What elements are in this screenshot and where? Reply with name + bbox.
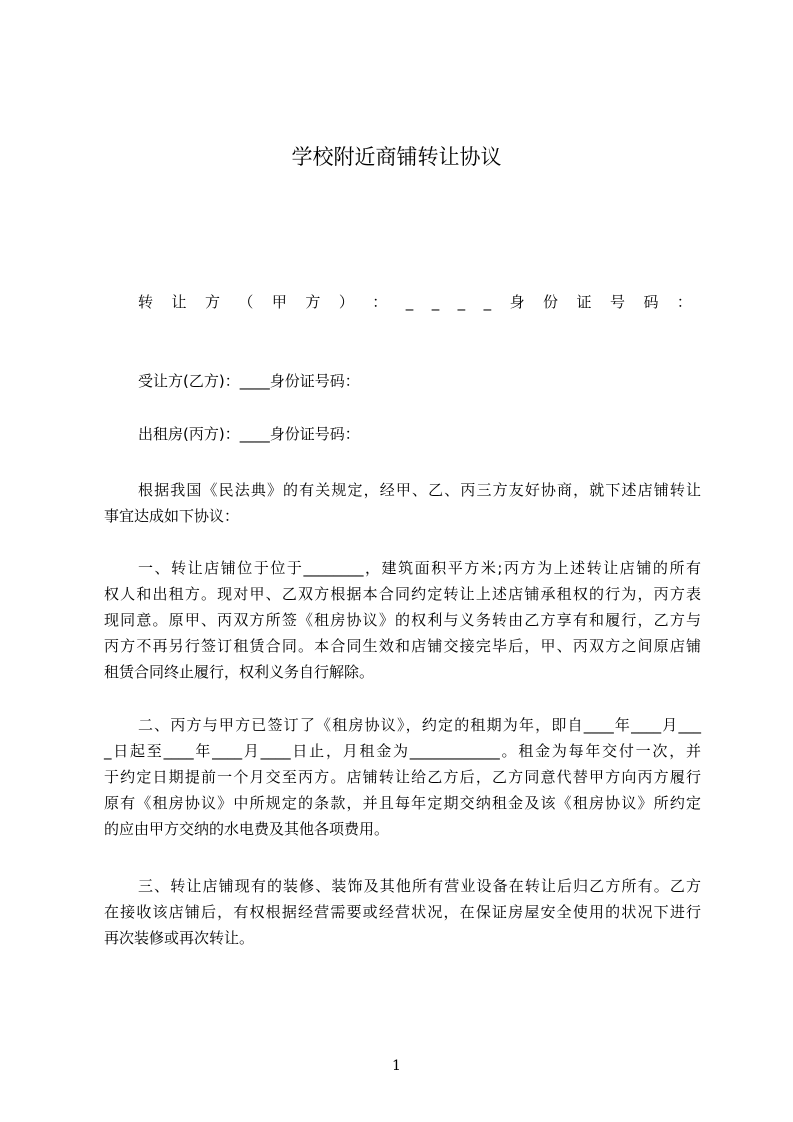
party-a-char: 证 xyxy=(576,293,592,311)
paragraph-line: 根据我国《民法典》的有关规定，经甲、乙、丙三方友好协商，就下述店铺转让 xyxy=(138,481,701,499)
paragraph-line: 在接收该店铺后，有权根据经营需要或经营状况，在保证房屋安全使用的状况下进行 xyxy=(104,903,701,921)
party-a-char: ： xyxy=(372,293,388,311)
paragraph-line: 权人和出租方。现对甲、乙双方根据本合同约定转让上述店铺承租权的行为，丙方表 xyxy=(104,585,701,603)
paragraph-line: 租赁合同终止履行，权利义务自行解除。 xyxy=(104,663,375,681)
party-a-char: 份 xyxy=(543,293,559,311)
party-a-line xyxy=(138,292,692,312)
clause-2-paragraph xyxy=(104,712,701,842)
party-a-char: 方 xyxy=(305,293,321,311)
party-a-char: 码 xyxy=(643,293,659,311)
party-a-char: 甲 xyxy=(271,293,287,311)
clause-1-paragraph xyxy=(104,555,701,685)
party-a-char: ： xyxy=(676,293,692,311)
party-a-char: _ xyxy=(431,293,440,311)
party-a-char: _ xyxy=(483,293,492,311)
page-number: 1 xyxy=(392,1058,401,1074)
paragraph-line: 丙方不再另行签订租赁合同。本合同生效和店铺交接完毕后，甲、丙双方之间原店铺 xyxy=(104,637,701,655)
paragraph-line: 一、转让店铺位于位于________，建筑面积平方米;丙方为上述转让店铺的所有 xyxy=(138,559,701,577)
party-b-line: 受让方(乙方)：____身份证号码： xyxy=(138,372,360,390)
intro-paragraph xyxy=(104,477,701,529)
paragraph-line: 的应由甲方交纳的水电费及其他各项费用。 xyxy=(104,820,390,838)
party-a-char: ） xyxy=(338,293,354,311)
party-a-char: 让 xyxy=(171,293,187,311)
party-a-char: _ xyxy=(457,293,466,311)
party-a-char: 方 xyxy=(204,293,220,311)
party-c-line: 出租房(丙方)：____身份证号码： xyxy=(138,425,360,443)
paragraph-line: 再次装修或再次转让。 xyxy=(104,929,255,947)
party-a-char: 转 xyxy=(138,293,154,311)
paragraph-line: _日起至____年____月____日止，月租金为____________。租金为每年交付一次，并 xyxy=(104,742,701,760)
party-a-char: 身 xyxy=(509,293,525,311)
paragraph-line: 于约定日期提前一个月交至丙方。店铺转让给乙方后，乙方同意代替甲方向丙方履行 xyxy=(104,768,701,786)
clause-3-paragraph xyxy=(104,873,701,951)
party-a-char: （ xyxy=(238,293,254,311)
paragraph-line: 原有《租房协议》中所规定的条款，并且每年定期交纳租金及该《租房协议》所约定 xyxy=(104,794,701,812)
paragraph-line: 事宜达成如下协议： xyxy=(104,507,240,525)
paragraph-line: 三、转让店铺现有的装修、装饰及其他所有营业设备在转让后归乙方所有。乙方 xyxy=(138,877,701,895)
party-a-char: 号 xyxy=(609,293,625,311)
paragraph-line: 二、丙方与甲方已签订了《租房协议》，约定的租期为年，即自____年____月___ xyxy=(138,716,701,734)
party-a-char: _ xyxy=(405,293,414,311)
paragraph-line: 现同意。原甲、丙双方所签《租房协议》的权利与义务转由乙方享有和履行，乙方与 xyxy=(104,611,701,629)
document-title: 学校附近商铺转让协议 xyxy=(291,145,502,169)
